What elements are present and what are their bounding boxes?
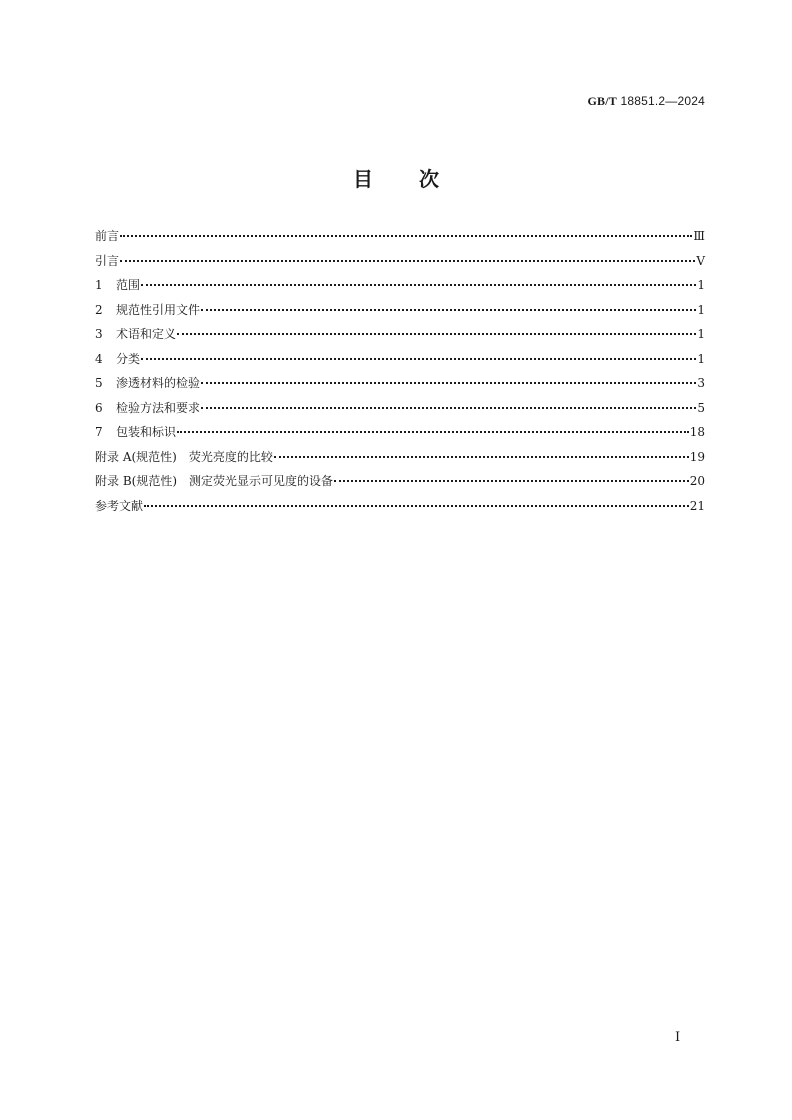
toc-entry-page: 1 <box>697 278 705 292</box>
toc-entry-number: 5 <box>95 376 103 390</box>
toc-entry-page: 3 <box>697 376 705 390</box>
toc-entry-page: 20 <box>689 474 705 488</box>
standard-prefix: GB/T <box>587 94 617 108</box>
toc-entry-label: 附录 A(规范性) 荧光亮度的比较 <box>95 449 273 464</box>
toc-entry-number: 2 <box>95 302 103 317</box>
toc-entry-page: 1 <box>697 327 705 341</box>
toc-dot-leader <box>274 456 689 458</box>
toc-entry[interactable] <box>95 447 705 472</box>
toc-entry-number: 1 <box>95 278 103 292</box>
toc-entry-label: 术语和定义 <box>116 327 177 341</box>
toc-dot-leader <box>120 235 692 237</box>
toc-entry-label: 范围 <box>116 278 141 292</box>
toc-entry[interactable] <box>95 398 705 423</box>
toc-entry-number: 4 <box>95 351 103 366</box>
toc-entry-page: 1 <box>697 351 705 366</box>
toc-dot-leader <box>120 260 695 262</box>
toc-entry-number: 6 <box>95 400 103 415</box>
toc-dot-leader <box>201 309 696 311</box>
toc-entry[interactable] <box>95 251 705 276</box>
toc-dot-leader <box>177 333 696 335</box>
toc-dot-leader <box>334 480 689 482</box>
standard-number <box>588 94 706 109</box>
toc-entry-label: 引言 <box>95 253 120 268</box>
toc-entry-page: Ⅲ <box>693 229 705 243</box>
toc-dot-leader <box>141 284 696 286</box>
toc-entry[interactable] <box>95 349 705 374</box>
standard-code: 18851.2—2024 <box>616 94 705 108</box>
toc-dot-leader <box>177 431 689 433</box>
page-number: I <box>675 1030 681 1045</box>
toc-entry-label: 包装和标识 <box>116 425 177 439</box>
toc-entry[interactable] <box>95 471 705 496</box>
toc-entry-page: 19 <box>689 449 705 464</box>
toc-entry-label: 前言 <box>95 229 120 243</box>
toc-entry-label: 检验方法和要求 <box>116 400 201 415</box>
toc-entry[interactable] <box>95 496 705 521</box>
toc-entry[interactable] <box>95 373 705 398</box>
toc-dot-leader <box>201 382 696 384</box>
toc-entry-number: 3 <box>95 327 103 341</box>
toc-entry-label: 参考文献 <box>95 498 144 513</box>
toc-entry-page: 21 <box>689 498 705 513</box>
toc-dot-leader <box>201 407 696 409</box>
toc-entry[interactable] <box>95 324 705 349</box>
toc-entry[interactable] <box>95 300 705 325</box>
toc-entry-label: 渗透材料的检验 <box>116 376 201 390</box>
toc-entry-page: Ⅴ <box>696 253 705 268</box>
toc-entry-page: 18 <box>689 425 705 439</box>
toc-entry[interactable] <box>95 422 705 447</box>
toc-entry-page: 5 <box>697 400 705 415</box>
toc-dot-leader <box>144 505 689 507</box>
toc-entry-number: 7 <box>95 425 103 439</box>
toc-entry-page: 1 <box>697 302 705 317</box>
toc-entry-label: 规范性引用文件 <box>116 302 201 317</box>
page-title: 目次 <box>353 167 485 191</box>
toc-entry-label: 附录 B(规范性) 测定荧光显示可见度的设备 <box>95 474 333 488</box>
toc-dot-leader <box>141 358 696 360</box>
table-of-contents <box>95 226 705 520</box>
toc-entry[interactable] <box>95 275 705 300</box>
toc-entry-label: 分类 <box>116 351 141 366</box>
toc-entry[interactable] <box>95 226 705 251</box>
